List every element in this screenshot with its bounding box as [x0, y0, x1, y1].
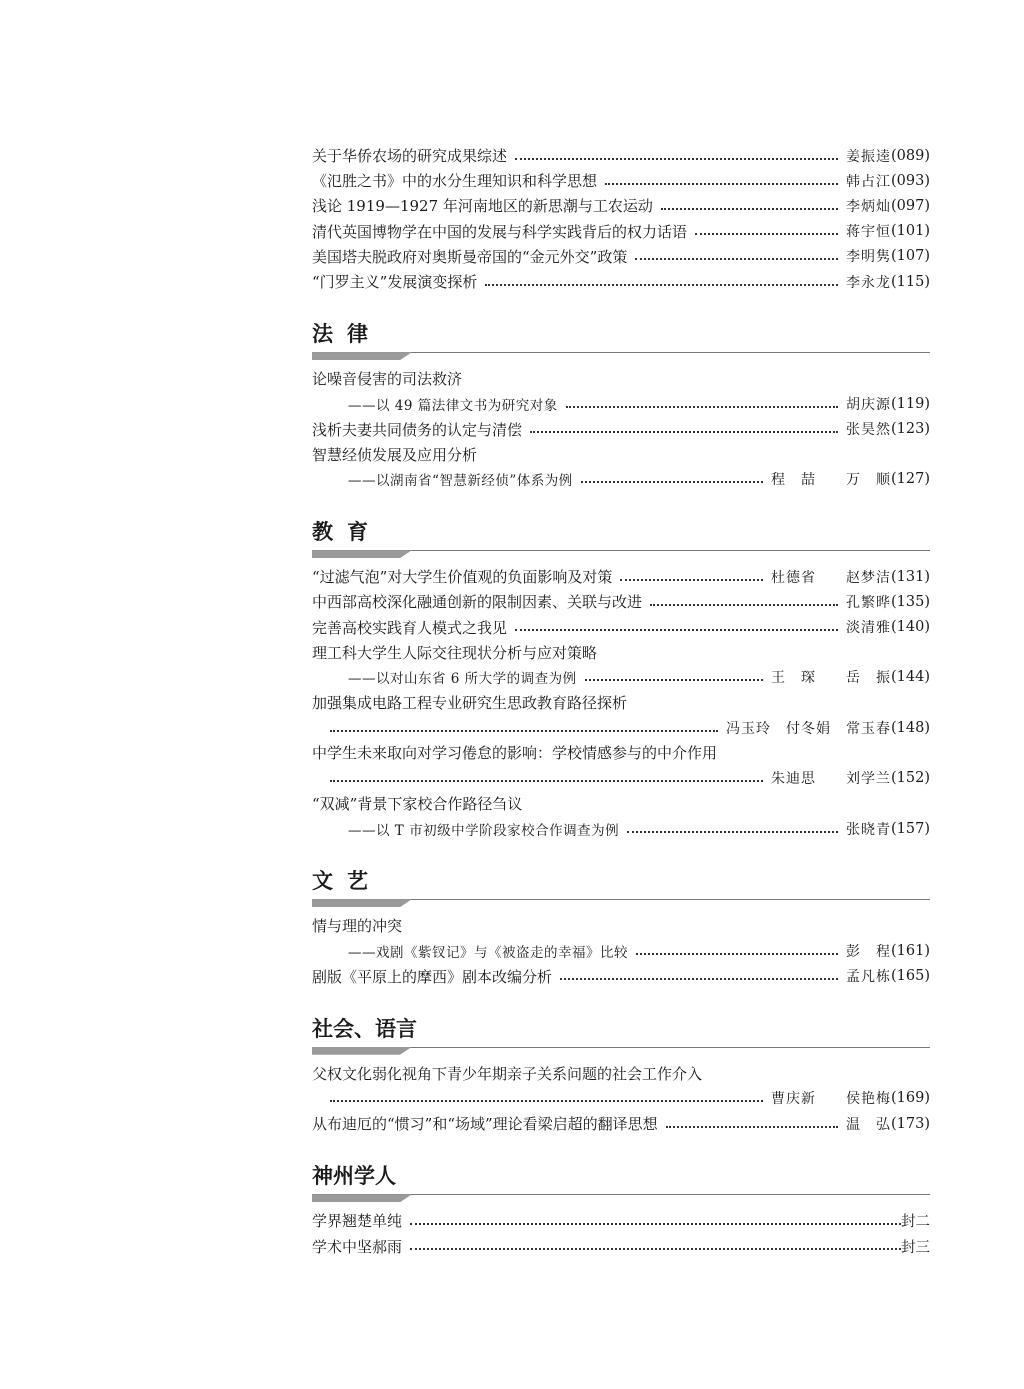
- dot-leader: [515, 629, 838, 631]
- entry-title: 论噪音侵害的司法救济: [312, 370, 463, 389]
- toc-entry[interactable]: [312, 1086, 930, 1111]
- entry-title: 清代英国博物学在中国的发展与科学实践背后的权力话语: [312, 222, 688, 241]
- toc-entry[interactable]: [312, 442, 930, 467]
- entry-title: 父权文化弱化视角下青少年期亲子关系问题的社会工作介入: [312, 1064, 703, 1083]
- entry-author: 李永龙: [846, 274, 891, 291]
- entry-author: 李炳灿: [846, 198, 891, 215]
- toc-entry[interactable]: [312, 816, 930, 841]
- entry-title: 理工科大学生人际交往现状分析与应对策略: [312, 643, 598, 662]
- section-header: [312, 1154, 930, 1206]
- dot-leader: [666, 1126, 838, 1128]
- toc-entry[interactable]: [312, 791, 930, 816]
- toc-entry[interactable]: [312, 665, 930, 690]
- entry-author: 曹庆新 侯艳梅: [771, 1091, 891, 1108]
- entry-author: 程 喆 万 顺: [771, 472, 891, 489]
- entry-subtitle: ——以对山东省 6 所大学的调查为例: [348, 671, 577, 688]
- toc-entry[interactable]: [312, 467, 930, 492]
- entry-title: 剧版《平原上的摩西》剧本改编分析: [312, 967, 553, 986]
- toc-entry[interactable]: [312, 913, 930, 938]
- toc-section: [312, 1007, 930, 1137]
- dot-leader: [515, 158, 838, 160]
- entry-author: 朱迪思 刘学兰: [771, 771, 891, 788]
- section-entries: [312, 364, 930, 492]
- entry-page: (165): [891, 968, 930, 985]
- dot-leader: [330, 780, 763, 782]
- entry-title: 美国塔夫脱政府对奥斯曼帝国的“金元外交”政策: [312, 247, 628, 266]
- entry-author: 张昊然: [846, 422, 891, 439]
- entry-page: (127): [891, 471, 930, 488]
- entry-title: “门罗主义”发展演变探析: [312, 273, 478, 292]
- entry-title: 中西部高校深化融通创新的限制因素、关联与改进: [312, 593, 643, 612]
- toc-section: [312, 859, 930, 989]
- dot-leader: [605, 183, 838, 185]
- section-entries: [312, 1206, 930, 1258]
- entry-title: 加强集成电路工程专业研究生思政教育路径探析: [312, 694, 628, 713]
- entry-page: (123): [891, 421, 930, 438]
- entry-author: 冯玉玲 付冬娟 常玉春: [726, 720, 891, 737]
- entry-subtitle: ——以湖南省“智慧新经侦”体系为例: [348, 473, 573, 490]
- entry-title: 情与理的冲突: [312, 917, 403, 936]
- entry-title: 浅析夫妻共同债务的认定与清偿: [312, 420, 523, 439]
- section-title: 神州学人: [312, 1164, 396, 1189]
- entry-title: “过滤气泡”对大学生价值观的负面影响及对策: [312, 568, 613, 587]
- entry-page: (107): [891, 248, 930, 265]
- dot-leader: [330, 730, 718, 732]
- toc-entry[interactable]: [312, 168, 930, 193]
- entry-title: 关于华侨农场的研究成果综述: [312, 147, 508, 166]
- dot-leader: [581, 481, 763, 483]
- entry-author: 孔繁晔: [846, 594, 891, 611]
- entry-author: 韩占江: [846, 173, 891, 190]
- dot-leader: [560, 978, 838, 980]
- entry-author: 温 弘: [846, 1116, 891, 1133]
- toc-entry[interactable]: [312, 143, 930, 168]
- entry-page: (101): [891, 223, 930, 240]
- toc-entry[interactable]: [312, 640, 930, 665]
- dot-leader: [530, 431, 838, 433]
- entry-author: 淡清雅: [846, 620, 891, 637]
- toc-entry[interactable]: [312, 391, 930, 416]
- toc-entry[interactable]: [312, 589, 930, 614]
- dot-leader: [566, 406, 838, 408]
- entry-page: 封二: [901, 1214, 930, 1231]
- section-header: [312, 859, 930, 911]
- dot-leader: [620, 579, 763, 581]
- section-title: 文艺: [312, 869, 382, 894]
- entry-page: (093): [891, 172, 930, 189]
- toc-section: [312, 1154, 930, 1258]
- toc-entry[interactable]: [312, 1233, 930, 1258]
- dot-leader: [330, 1100, 763, 1102]
- entry-author: 王 琛 岳 振: [771, 670, 891, 687]
- entry-title: 《氾胜之书》中的水分生理知识和科学思想: [312, 172, 598, 191]
- entry-page: (115): [891, 273, 930, 290]
- section-bar: [312, 899, 412, 907]
- entry-author: 李明隽: [846, 249, 891, 266]
- dot-leader: [410, 1248, 901, 1250]
- entry-page: (169): [891, 1090, 930, 1107]
- entry-page: (161): [891, 942, 930, 959]
- entry-title: 智慧经侦发展及应用分析: [312, 445, 478, 464]
- dot-leader: [410, 1223, 901, 1225]
- dot-leader: [635, 258, 838, 260]
- entry-page: (097): [891, 197, 930, 214]
- dot-leader: [650, 604, 838, 606]
- toc-entry[interactable]: [312, 193, 930, 218]
- section-bar: [312, 1194, 412, 1202]
- entry-subtitle: ——以 T 市初级中学阶段家校合作调查为例: [348, 822, 620, 839]
- section-header: [312, 1007, 930, 1059]
- entry-author: 蒋宇恒: [846, 224, 891, 241]
- section-entries: [312, 911, 930, 989]
- entry-page: (152): [891, 770, 930, 787]
- dot-leader: [661, 208, 838, 210]
- dot-leader: [627, 831, 838, 833]
- toc-entry[interactable]: [312, 766, 930, 791]
- entry-page: (135): [891, 593, 930, 610]
- entry-subtitle: ——以 49 篇法律文书为研究对象: [348, 397, 558, 414]
- entry-author: 杜德省 赵梦洁: [771, 569, 891, 586]
- toc-entry[interactable]: [312, 938, 930, 963]
- toc-entry[interactable]: [312, 564, 930, 589]
- toc-entry[interactable]: [312, 964, 930, 989]
- section-entries: [312, 1059, 930, 1137]
- entry-title: 完善高校实践育人模式之我见: [312, 618, 508, 637]
- entry-title: “双减”背景下家校合作路径刍议: [312, 794, 523, 813]
- section-header: [312, 312, 930, 364]
- entry-page: (089): [891, 147, 930, 164]
- entry-title: 学界翘楚单纯: [312, 1212, 403, 1231]
- section-bar: [312, 352, 412, 360]
- entry-author: 孟凡栋: [846, 969, 891, 986]
- toc-entry[interactable]: [312, 1208, 930, 1233]
- entry-author: 姜振逵: [846, 148, 891, 165]
- section-bar: [312, 1047, 412, 1055]
- section-header: [312, 510, 930, 562]
- entry-page: (140): [891, 619, 930, 636]
- toc-entry[interactable]: [312, 1111, 930, 1136]
- entry-page: 封三: [901, 1239, 930, 1256]
- toc-entry[interactable]: [312, 219, 930, 244]
- entry-page: (119): [891, 395, 930, 412]
- toc-section: [312, 510, 930, 841]
- section-entries: [312, 562, 930, 841]
- entry-author: 胡庆源: [846, 396, 891, 413]
- entry-page: (131): [891, 568, 930, 585]
- toc-entry[interactable]: [312, 614, 930, 639]
- toc-entry[interactable]: [312, 366, 930, 391]
- toc-entry[interactable]: [312, 715, 930, 740]
- section-title: 社会、语言: [312, 1016, 417, 1041]
- entry-page: (148): [891, 719, 930, 736]
- dot-leader: [585, 679, 763, 681]
- dot-leader: [485, 284, 838, 286]
- entry-page: (144): [891, 669, 930, 686]
- dot-leader: [695, 233, 838, 235]
- dot-leader: [636, 953, 838, 955]
- intro-entries: [312, 143, 930, 294]
- entry-title: 学术中坚郝雨: [312, 1237, 403, 1256]
- entry-author: 张晓青: [846, 821, 891, 838]
- entry-page: (173): [891, 1115, 930, 1132]
- table-of-contents: [312, 143, 930, 1259]
- section-title: 法律: [312, 322, 382, 347]
- toc-entry[interactable]: [312, 244, 930, 269]
- entry-title: 浅论 1919—1927 年河南地区的新思潮与工农运动: [312, 197, 653, 216]
- toc-entry[interactable]: [312, 417, 930, 442]
- toc-entry[interactable]: [312, 1061, 930, 1086]
- entry-author: 彭 程: [846, 943, 891, 960]
- entry-title: 中学生未来取向对学习倦怠的影响：学校情感参与的中介作用: [312, 744, 718, 763]
- section-bar: [312, 550, 412, 558]
- toc-entry[interactable]: [312, 690, 930, 715]
- entry-page: (157): [891, 820, 930, 837]
- toc-sections: [312, 312, 930, 1259]
- toc-entry[interactable]: [312, 740, 930, 765]
- toc-entry[interactable]: [312, 269, 930, 294]
- entry-title: 从布迪厄的“惯习”和“场域”理论看梁启超的翻译思想: [312, 1115, 658, 1134]
- entry-subtitle: ——戏剧《紫钗记》与《被盗走的幸福》比较: [348, 944, 628, 961]
- toc-section: [312, 312, 930, 492]
- section-title: 教育: [312, 520, 382, 545]
